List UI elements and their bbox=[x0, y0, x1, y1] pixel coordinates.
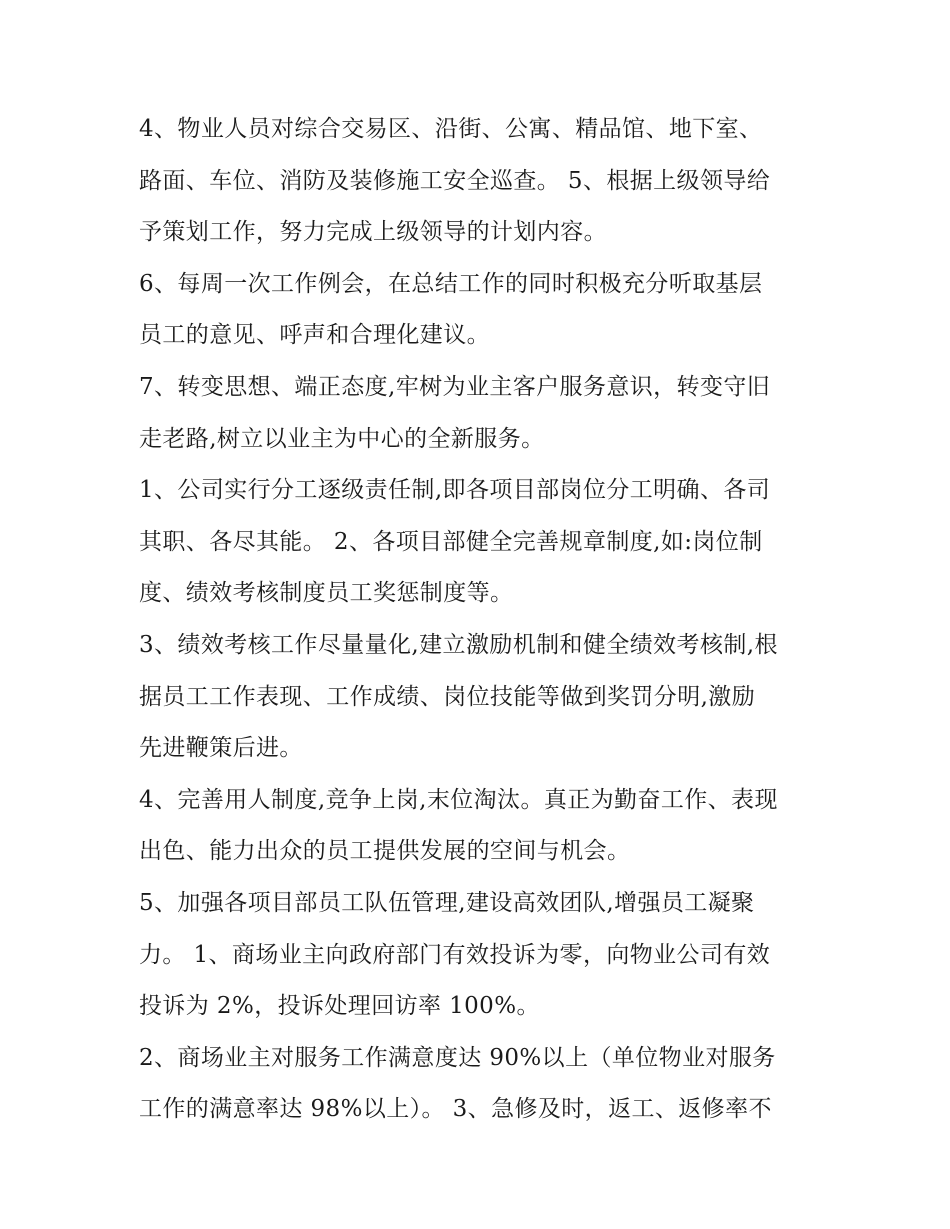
text-line: 先进鞭策后进。 bbox=[139, 735, 303, 762]
text-line: 2、商场业主对服务工作满意度达 90%以上（单位物业对服务 bbox=[139, 1044, 776, 1071]
text-line: 4、物业人员对综合交易区、沿街、公寓、精品馆、地下室、 bbox=[139, 116, 763, 142]
text-line: 度、绩效考核制度员工奖惩制度等。 bbox=[139, 580, 514, 607]
text-line: 5、加强各项目部员工队伍管理,建设高效团队,增强员工凝聚 bbox=[139, 889, 755, 916]
text-line: 3、绩效考核工作尽量量化,建立激励机制和健全绩效考核制,根 bbox=[139, 631, 778, 658]
text-line: 工作的满意率达 98%以上）。 3、急修及时，返工、返修率不 bbox=[139, 1096, 772, 1123]
text-line: 员工的意见、呼声和合理化建议。 bbox=[139, 322, 490, 349]
text-line: 4、完善用人制度,竞争上岗,末位淘汰。真正为勤奋工作、表现 bbox=[139, 786, 778, 813]
text-line: 走老路,树立以业主为中心的全新服务。 bbox=[139, 425, 545, 452]
document-body bbox=[139, 104, 829, 1136]
text-line: 6、每周一次工作例会，在总结工作的同时积极充分听取基层 bbox=[139, 270, 763, 297]
text-line: 力。 1、商场业主向政府部门有效投诉为零，向物业公司有效 bbox=[139, 941, 771, 968]
text-line: 其职、各尽其能。 2、各项目部健全完善规章制度,如:岗位制 bbox=[139, 528, 763, 555]
text-line: 予策划工作，努力完成上级领导的计划内容。 bbox=[139, 219, 607, 246]
text-line: 投诉为 2%，投诉处理回访率 100%。 bbox=[139, 993, 540, 1020]
text-line: 路面、车位、消防及装修施工安全巡查。 5、根据上级领导给 bbox=[139, 167, 771, 194]
text-line: 1、公司实行分工逐级责任制,即各项目部岗位分工明确、各司 bbox=[139, 477, 771, 504]
text-line: 据员工工作表现、工作成绩、岗位技能等做到奖罚分明,激励 bbox=[139, 683, 756, 710]
text-line: 出色、能力出众的员工提供发展的空间与机会。 bbox=[139, 838, 631, 865]
text-line: 7、转变思想、端正态度,牢树为业主客户服务意识，转变守旧 bbox=[139, 373, 771, 400]
